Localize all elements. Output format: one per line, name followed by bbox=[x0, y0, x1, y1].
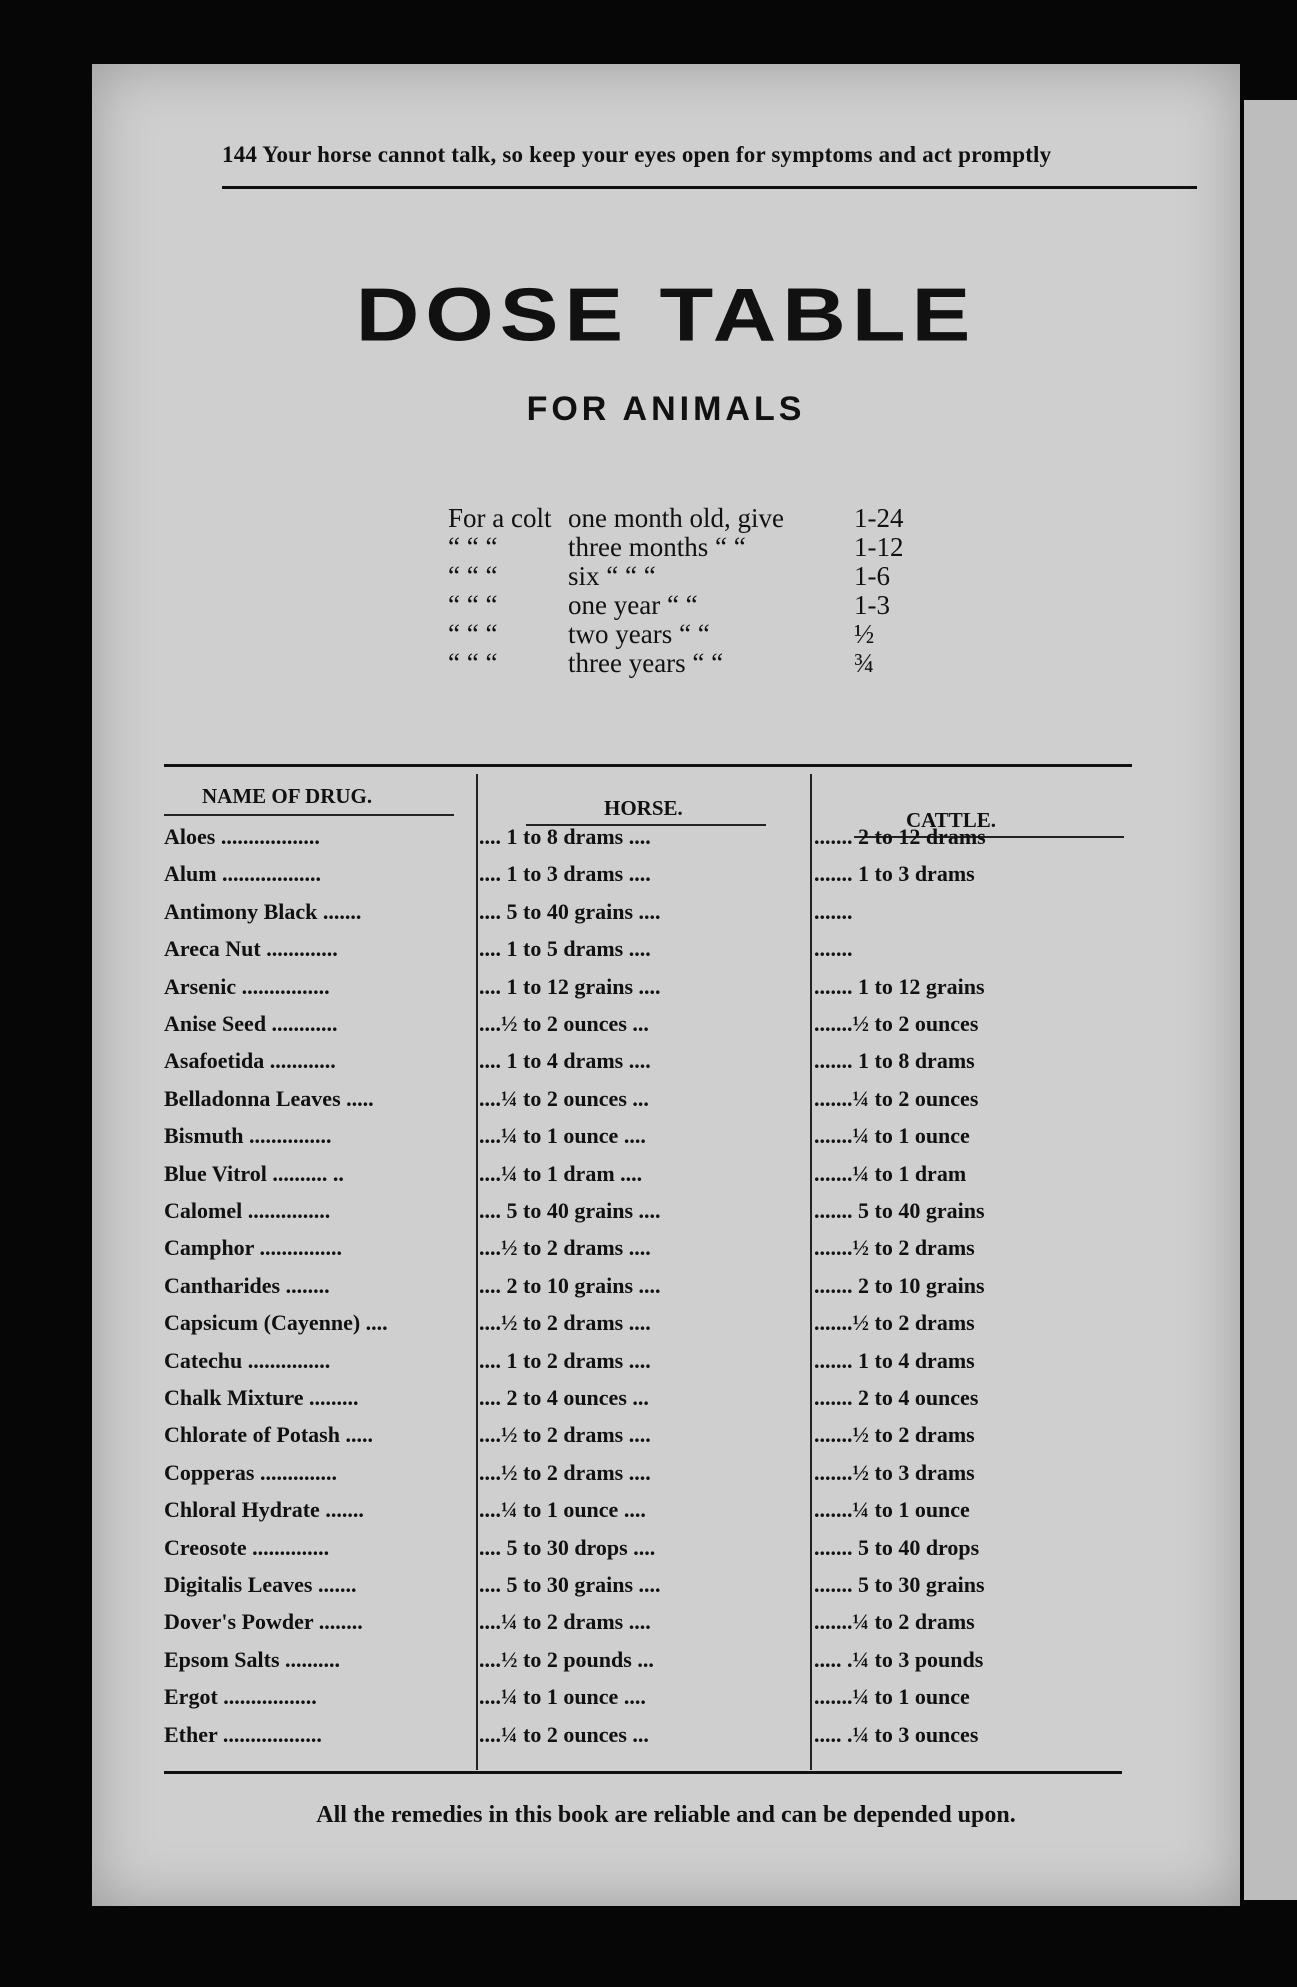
cattle-dose: ....... bbox=[814, 898, 853, 924]
horse-dose: .... 1 to 12 grains .... bbox=[479, 973, 661, 999]
drug-name: Ergot ................. bbox=[164, 1684, 317, 1710]
colt-fraction: ½ bbox=[854, 619, 875, 649]
header-rule-name bbox=[164, 814, 454, 816]
colt-age: one year “ “ bbox=[568, 590, 698, 620]
colt-row bbox=[448, 533, 1008, 562]
cattle-dose: .......¼ to 1 dram bbox=[814, 1160, 967, 1186]
drug-name: Creosote .............. bbox=[164, 1534, 330, 1560]
page-title: DOSE TABLE bbox=[355, 272, 977, 357]
cattle-dose: ....... 1 to 3 drams bbox=[814, 861, 975, 887]
drug-name: Dover's Powder ........ bbox=[164, 1609, 363, 1635]
colt-fraction: 1-6 bbox=[854, 561, 890, 591]
table-row bbox=[164, 1647, 1164, 1682]
cattle-dose: ....... 2 to 12 drams bbox=[814, 824, 986, 849]
drug-name: Chalk Mixture ......... bbox=[164, 1385, 359, 1410]
drug-name: Blue Vitrol .......... .. bbox=[164, 1160, 344, 1186]
cattle-dose: .......¼ to 1 ounce bbox=[814, 1123, 970, 1149]
table-row bbox=[164, 899, 1164, 934]
drug-name: Alum .................. bbox=[164, 861, 322, 887]
cattle-dose: ....... bbox=[814, 936, 853, 962]
horse-dose: .... 1 to 2 drams .... bbox=[479, 1347, 651, 1373]
colt-fraction: ¾ bbox=[854, 648, 875, 678]
horse-dose: .... 1 to 3 drams .... bbox=[479, 861, 651, 887]
table-row bbox=[164, 974, 1164, 1009]
horse-dose: .... 2 to 10 grains .... bbox=[479, 1272, 661, 1298]
colt-subject: “ “ “ bbox=[448, 648, 498, 678]
table-row bbox=[164, 1609, 1164, 1644]
drug-name: Catechu ............... bbox=[164, 1347, 331, 1373]
drug-name: Cantharides ........ bbox=[164, 1272, 330, 1298]
table-row bbox=[164, 936, 1164, 971]
table-row bbox=[164, 1497, 1164, 1532]
table-row bbox=[164, 1385, 1164, 1420]
horse-dose: ....¼ to 1 ounce .... bbox=[479, 1684, 646, 1710]
colt-fraction: 1-24 bbox=[854, 503, 904, 533]
table-row bbox=[164, 1460, 1164, 1495]
header-horse: HORSE. bbox=[604, 796, 683, 820]
table-row bbox=[164, 1235, 1164, 1270]
cattle-dose: .......¼ to 1 ounce bbox=[814, 1684, 970, 1710]
table-row bbox=[164, 1422, 1164, 1457]
colt-row bbox=[448, 649, 1008, 678]
table-row bbox=[164, 824, 1164, 859]
cattle-dose: .......½ to 2 ounces bbox=[814, 1011, 979, 1036]
drug-name: Copperas .............. bbox=[164, 1459, 337, 1485]
page-subtitle: FOR ANIMALS bbox=[526, 390, 806, 428]
cattle-dose: ....... 1 to 12 grains bbox=[814, 973, 985, 999]
drug-name: Anise Seed ............ bbox=[164, 1011, 338, 1036]
cattle-dose: ....... 2 to 4 ounces bbox=[814, 1385, 979, 1410]
colt-subject: For a colt bbox=[448, 503, 552, 533]
cattle-dose: .......½ to 3 drams bbox=[814, 1459, 975, 1485]
drug-name: Arsenic ................ bbox=[164, 973, 330, 999]
colt-row bbox=[448, 620, 1008, 649]
colt-subject: “ “ “ bbox=[448, 590, 498, 620]
horse-dose: ....¼ to 1 ounce .... bbox=[479, 1123, 646, 1149]
table-top-rule bbox=[164, 764, 1132, 767]
cattle-dose: .......¼ to 2 ounces bbox=[814, 1085, 979, 1111]
cattle-dose: .......¼ to 2 drams bbox=[814, 1609, 975, 1635]
table-row bbox=[164, 1348, 1164, 1383]
colt-dose-table bbox=[448, 504, 1008, 678]
horse-dose: ....¼ to 2 ounces ... bbox=[479, 1085, 649, 1111]
horse-dose: ....½ to 2 ounces ... bbox=[479, 1011, 649, 1036]
cattle-dose: ....... 2 to 10 grains bbox=[814, 1272, 985, 1298]
horse-dose: ....¼ to 2 ounces ... bbox=[479, 1721, 649, 1747]
colt-fraction: 1-3 bbox=[854, 590, 890, 620]
horse-dose: ....¼ to 2 drams .... bbox=[479, 1609, 651, 1635]
cattle-dose: ..... .¼ to 3 ounces bbox=[814, 1721, 979, 1747]
table-row bbox=[164, 1161, 1164, 1196]
drug-name: Epsom Salts .......... bbox=[164, 1646, 341, 1672]
facing-page-edge bbox=[1244, 100, 1297, 1900]
colt-age: three months “ “ bbox=[568, 532, 746, 562]
colt-age: two years “ “ bbox=[568, 619, 710, 649]
cattle-dose: .......¼ to 1 ounce bbox=[814, 1497, 970, 1523]
horse-dose: .... 5 to 30 grains .... bbox=[479, 1572, 661, 1597]
colt-subject: “ “ “ bbox=[448, 619, 498, 649]
colt-subject: “ “ “ bbox=[448, 532, 498, 562]
table-row bbox=[164, 1572, 1164, 1607]
drug-name: Asafoetida ............ bbox=[164, 1048, 336, 1074]
horse-dose: ....½ to 2 drams .... bbox=[479, 1459, 651, 1485]
horse-dose: ....¼ to 1 ounce .... bbox=[479, 1497, 646, 1523]
drug-name: Ether .................. bbox=[164, 1721, 322, 1747]
book-page bbox=[92, 64, 1240, 1906]
cattle-dose: ....... 1 to 4 drams bbox=[814, 1347, 975, 1373]
horse-dose: .... 1 to 5 drams .... bbox=[479, 936, 651, 962]
cattle-dose: ..... .¼ to 3 pounds bbox=[814, 1646, 984, 1672]
table-row bbox=[164, 1535, 1164, 1570]
colt-subject: “ “ “ bbox=[448, 561, 498, 591]
drug-name: Camphor ............... bbox=[164, 1235, 343, 1261]
header-name-of-drug: NAME OF DRUG. bbox=[202, 784, 373, 808]
drug-name: Chlorate of Potash ..... bbox=[164, 1422, 373, 1448]
colt-row bbox=[448, 591, 1008, 620]
page-footer: All the remedies in this book are reliable and can be depended upon. bbox=[316, 1802, 1016, 1828]
table-row bbox=[164, 1722, 1164, 1757]
colt-age: one month old, give bbox=[568, 503, 784, 533]
cattle-dose: ....... 5 to 40 grains bbox=[814, 1198, 985, 1223]
drug-name: Digitalis Leaves ....... bbox=[164, 1572, 357, 1597]
colt-row bbox=[448, 504, 1008, 533]
colt-age: six “ “ “ bbox=[568, 561, 656, 591]
horse-dose: ....½ to 2 drams .... bbox=[479, 1422, 651, 1448]
drug-name: Calomel ............... bbox=[164, 1198, 331, 1223]
table-row bbox=[164, 1011, 1164, 1046]
colt-row bbox=[448, 562, 1008, 591]
header-cattle: CATTLE. bbox=[906, 808, 997, 832]
table-row bbox=[164, 1310, 1164, 1345]
horse-dose: ....½ to 2 drams .... bbox=[479, 1310, 651, 1336]
cattle-dose: ....... 5 to 30 grains bbox=[814, 1572, 985, 1597]
horse-dose: .... 1 to 8 drams .... bbox=[479, 824, 651, 849]
table-row bbox=[164, 1198, 1164, 1233]
colt-age: three years “ “ bbox=[568, 648, 724, 678]
horse-dose: ....¼ to 1 dram .... bbox=[479, 1160, 643, 1186]
drug-name: Areca Nut ............. bbox=[164, 936, 338, 962]
table-row bbox=[164, 1086, 1164, 1121]
running-header: 144 Your horse cannot talk, so keep your eyes open for symptoms and act promptly bbox=[222, 142, 1052, 167]
horse-dose: .... 5 to 40 grains .... bbox=[479, 898, 661, 924]
cattle-dose: .......½ to 2 drams bbox=[814, 1310, 975, 1336]
horse-dose: .... 1 to 4 drams .... bbox=[479, 1048, 651, 1074]
drug-name: Chloral Hydrate ....... bbox=[164, 1497, 364, 1523]
drug-name: Antimony Black ....... bbox=[164, 898, 362, 924]
table-row bbox=[164, 1123, 1164, 1158]
cattle-dose: ....... 1 to 8 drams bbox=[814, 1048, 975, 1074]
colt-fraction: 1-12 bbox=[854, 532, 904, 562]
table-row bbox=[164, 1273, 1164, 1308]
table-row bbox=[164, 1684, 1164, 1719]
table-bottom-rule bbox=[164, 1771, 1122, 1774]
horse-dose: .... 2 to 4 ounces ... bbox=[479, 1385, 649, 1410]
table-row bbox=[164, 861, 1164, 896]
drug-name: Aloes .................. bbox=[164, 824, 320, 849]
horse-dose: .... 5 to 30 drops .... bbox=[479, 1534, 656, 1560]
drug-name: Bismuth ............... bbox=[164, 1123, 332, 1149]
header-rule bbox=[222, 186, 1197, 189]
cattle-dose: ....... 5 to 40 drops bbox=[814, 1534, 980, 1560]
horse-dose: ....½ to 2 pounds ... bbox=[479, 1646, 654, 1672]
cattle-dose: .......½ to 2 drams bbox=[814, 1422, 975, 1448]
cattle-dose: .......½ to 2 drams bbox=[814, 1235, 975, 1261]
horse-dose: .... 5 to 40 grains .... bbox=[479, 1198, 661, 1223]
drug-name: Belladonna Leaves ..... bbox=[164, 1085, 374, 1111]
table-row bbox=[164, 1048, 1164, 1083]
horse-dose: ....½ to 2 drams .... bbox=[479, 1235, 651, 1261]
drug-name: Capsicum (Cayenne) .... bbox=[164, 1310, 388, 1336]
